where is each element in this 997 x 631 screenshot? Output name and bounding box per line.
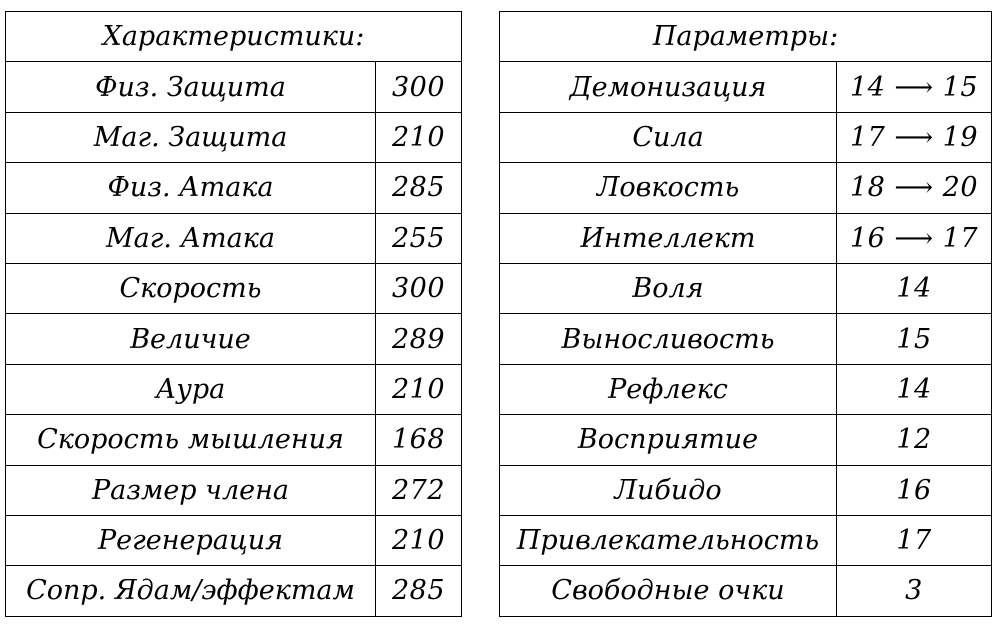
- parameters-table: [499, 11, 992, 617]
- table-row: [6, 515, 462, 565]
- table-row: [500, 566, 992, 616]
- stat-value: 272: [376, 465, 462, 515]
- param-name: Свободные очки: [500, 566, 837, 616]
- table-row: [6, 415, 462, 465]
- param-value: 17: [837, 515, 992, 565]
- table-row: [6, 364, 462, 414]
- stat-value: 210: [376, 112, 462, 162]
- param-name: Интеллект: [500, 213, 837, 263]
- stat-value: 300: [376, 263, 462, 313]
- characteristics-title: Характеристики:: [6, 12, 462, 62]
- stat-name: Маг. Атака: [6, 213, 376, 263]
- stat-name: Физ. Защита: [6, 62, 376, 112]
- stat-name: Скорость: [6, 263, 376, 313]
- table-row: [500, 415, 992, 465]
- table-row: [500, 263, 992, 313]
- stat-value: 285: [376, 163, 462, 213]
- table-row: [6, 465, 462, 515]
- stat-value: 210: [376, 364, 462, 414]
- stat-value: 210: [376, 515, 462, 565]
- param-value: 12: [837, 415, 992, 465]
- param-name: Сила: [500, 112, 837, 162]
- table-row: [500, 163, 992, 213]
- table-row: [6, 112, 462, 162]
- parameters-title: Параметры:: [500, 12, 992, 62]
- table-row: [6, 163, 462, 213]
- stat-value: 300: [376, 62, 462, 112]
- param-name: Рефлекс: [500, 364, 837, 414]
- param-value: 16 ⟶ 17: [837, 213, 992, 263]
- param-value: 16: [837, 465, 992, 515]
- param-value: 14: [837, 364, 992, 414]
- table-row: [500, 515, 992, 565]
- param-name: Выносливость: [500, 314, 837, 364]
- table-row: [500, 112, 992, 162]
- param-value: 15: [837, 314, 992, 364]
- stat-name: Физ. Атака: [6, 163, 376, 213]
- stat-name: Размер члена: [6, 465, 376, 515]
- stat-name: Скорость мышления: [6, 415, 376, 465]
- stat-value: 168: [376, 415, 462, 465]
- parameters-header-row: [500, 12, 992, 62]
- stat-value: 255: [376, 213, 462, 263]
- table-row: [500, 314, 992, 364]
- param-value: 17 ⟶ 19: [837, 112, 992, 162]
- characteristics-table: [5, 11, 462, 617]
- characteristics-header-row: [6, 12, 462, 62]
- param-value: 3: [837, 566, 992, 616]
- table-row: [6, 263, 462, 313]
- table-row: [6, 314, 462, 364]
- table-row: [500, 213, 992, 263]
- stat-value: 285: [376, 566, 462, 616]
- table-row: [6, 213, 462, 263]
- stat-name: Аура: [6, 364, 376, 414]
- param-name: Воля: [500, 263, 837, 313]
- param-value: 18 ⟶ 20: [837, 163, 992, 213]
- param-name: Привлекательность: [500, 515, 837, 565]
- stat-name: Сопр. Ядам/эффектам: [6, 566, 376, 616]
- table-row: [500, 364, 992, 414]
- table-row: [6, 62, 462, 112]
- param-name: Ловкость: [500, 163, 837, 213]
- table-row: [500, 465, 992, 515]
- table-row: [6, 566, 462, 616]
- param-name: Демонизация: [500, 62, 837, 112]
- stat-value: 289: [376, 314, 462, 364]
- param-value: 14 ⟶ 15: [837, 62, 992, 112]
- stat-name: Величие: [6, 314, 376, 364]
- stat-name: Регенерация: [6, 515, 376, 565]
- param-name: Восприятие: [500, 415, 837, 465]
- stat-name: Маг. Защита: [6, 112, 376, 162]
- param-name: Либидо: [500, 465, 837, 515]
- param-value: 14: [837, 263, 992, 313]
- table-row: [500, 62, 992, 112]
